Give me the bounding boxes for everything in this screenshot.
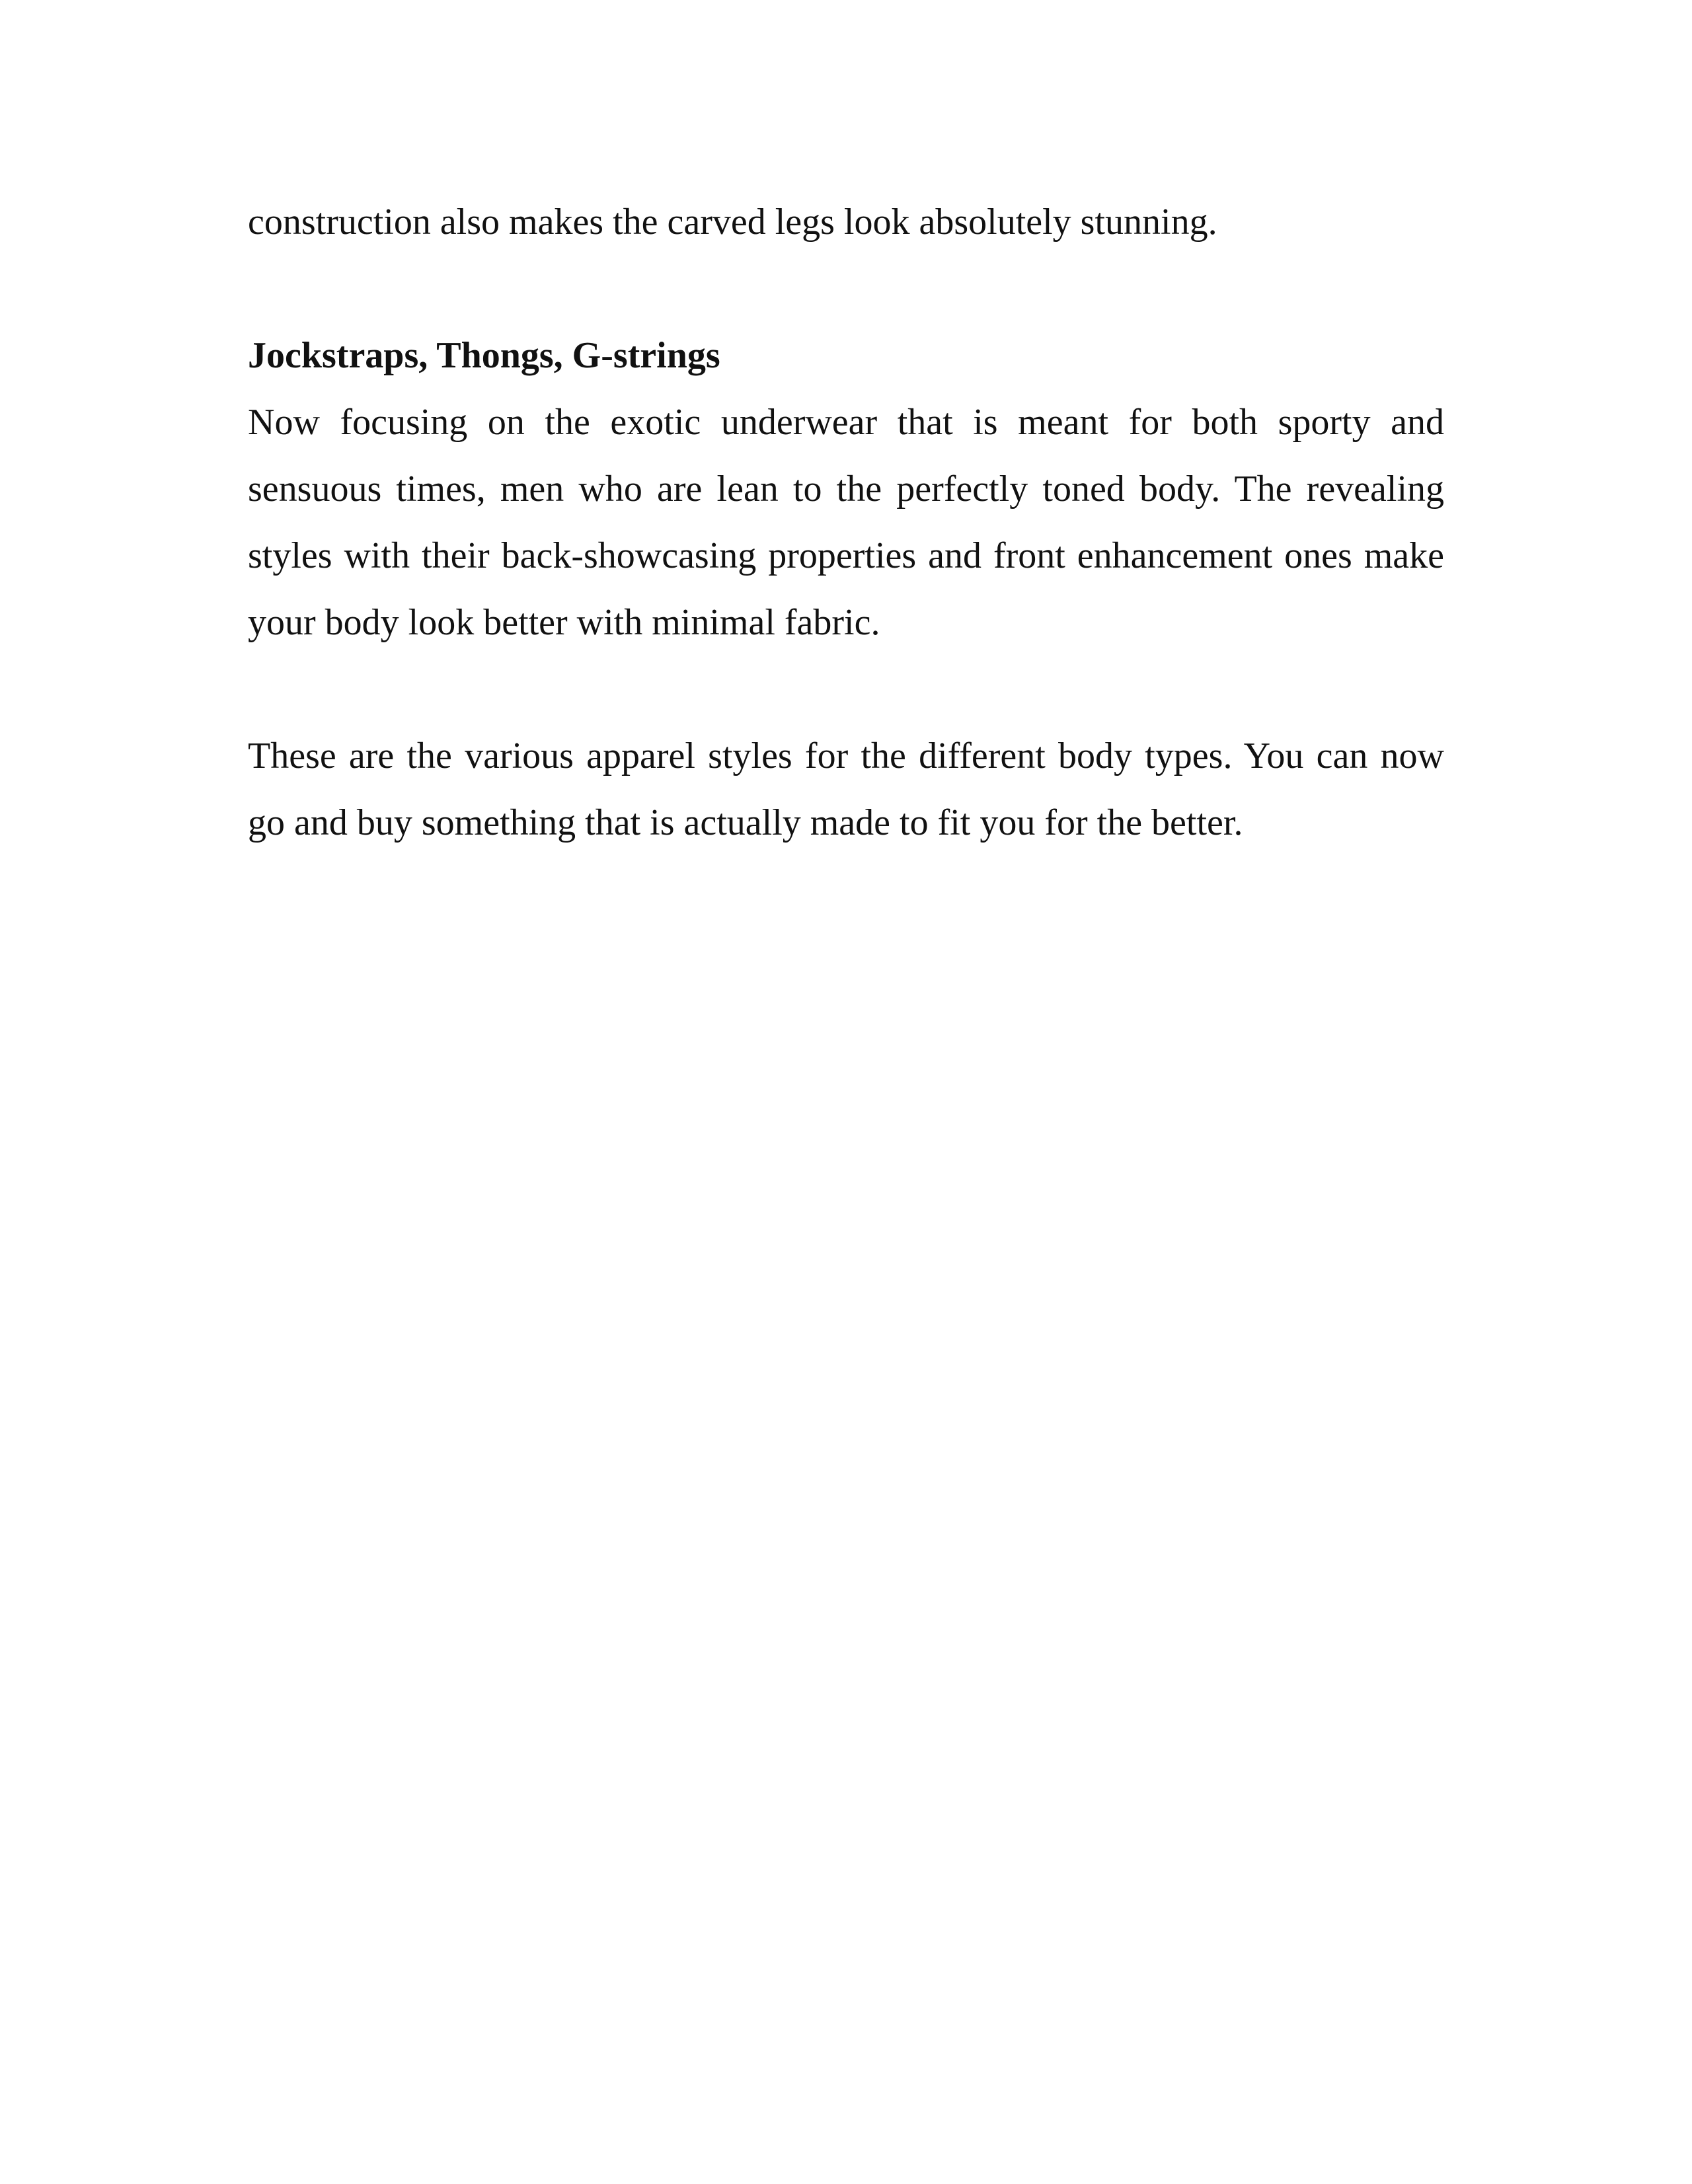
- section-heading: Jockstraps, Thongs, G-strings: [248, 335, 720, 376]
- closing-paragraph: These are the various apparel styles for the different body types. You can now go and buy something that is actually made to fit you for the better.: [248, 735, 1444, 843]
- section-paragraph: Now focusing on the exotic underwear that is meant for both sporty and sensuous times, men who are lean to the perfectly toned body. The revealing styles with their back-showcasing properties and front enhancement ones make your body look better with minimal fabric.: [248, 402, 1444, 643]
- paragraph-spacer: [248, 256, 1444, 322]
- document-body: [248, 189, 1444, 856]
- intro-line: construction also makes the carved legs look absolutely stunning.: [248, 202, 1217, 243]
- paragraph-spacer: [248, 656, 1444, 723]
